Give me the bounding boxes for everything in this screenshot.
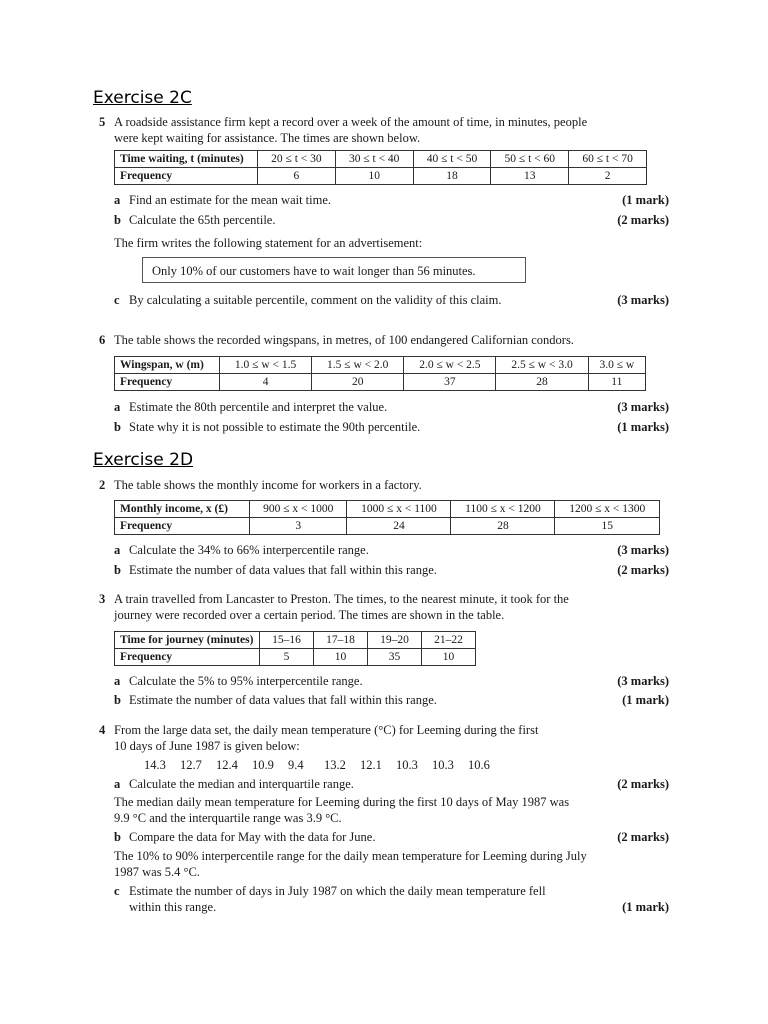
q3-table-class: 15–16	[260, 632, 314, 649]
q6-table-frequency: 28	[496, 374, 588, 391]
q6-table-class-row	[115, 357, 646, 374]
q4-data-value: 10.3	[396, 758, 418, 772]
q2-frequency-table	[114, 500, 660, 535]
q5-table-frequency: 18	[413, 168, 491, 185]
q6-part-b-text: State why it is not possible to estimate the 90th percentile.	[129, 420, 421, 434]
q5-intro-line-2: were kept waiting for assistance. The times are shown below.	[114, 131, 421, 145]
q6-part-b-marks: (1 marks)	[617, 420, 669, 434]
q4-may-line-1: The median daily mean temperature for Leeming during the first 10 days of May 1987 was	[114, 795, 570, 809]
q4-july-line-1: The 10% to 90% interpercentile range for the daily mean temperature for Leeming during July	[114, 849, 587, 863]
q4-part-c-marks: (1 mark)	[622, 900, 669, 914]
q6-table-frequency: 11	[588, 374, 645, 391]
q6-table-frequency: 4	[220, 374, 312, 391]
q3-part-b-marks: (1 mark)	[622, 693, 669, 707]
q4-part-c-text-line-1: Estimate the number of days in July 1987 on which the daily mean temperature fell	[129, 884, 546, 898]
q5-table-class: 50 ≤ t < 60	[491, 151, 569, 168]
q4-part-b-text: Compare the data for May with the data for June.	[129, 830, 376, 844]
q6-table-class: 3.0 ≤ w	[588, 357, 645, 374]
q3-part-a-marks: (3 marks)	[617, 674, 669, 688]
q3-table-frequency-row	[115, 649, 476, 666]
q4-data-value: 13.2	[324, 758, 346, 772]
q4-part-c-text-line-2: within this range.	[129, 900, 217, 914]
q5-table-class: 30 ≤ t < 40	[335, 151, 413, 168]
q4-data-value: 10.3	[432, 758, 454, 772]
q4-may-line-2: 9.9 °C and the interquartile range was 3.9 °C.	[114, 811, 342, 825]
q5-part-a-text: Find an estimate for the mean wait time.	[129, 193, 332, 207]
q5-part-b-text: Calculate the 65th percentile.	[129, 213, 276, 227]
q2-table-class: 900 ≤ x < 1000	[250, 501, 347, 518]
q6-table-header-wingspan: Wingspan, w (m)	[115, 357, 220, 374]
q4-data-value: 10.9	[252, 758, 274, 772]
question-number-4: 4	[99, 723, 106, 737]
q5-table-header-time: Time waiting, t (minutes)	[115, 151, 258, 168]
question-number-5: 5	[99, 115, 106, 129]
q2-table-frequency: 24	[347, 518, 451, 535]
q6-part-a-marks: (3 marks)	[617, 400, 669, 414]
q4-data-value: 10.6	[468, 758, 490, 772]
q2-part-a-text: Calculate the 34% to 66% interpercentile range.	[129, 543, 369, 557]
q3-part-a-text: Calculate the 5% to 95% interpercentile range.	[129, 674, 363, 688]
q2-intro-line: The table shows the monthly income for workers in a factory.	[114, 478, 422, 492]
q3-table-class: 17–18	[314, 632, 368, 649]
q2-part-a-marks: (3 marks)	[617, 543, 669, 557]
q5-part-a-marks: (1 mark)	[622, 193, 669, 207]
q2-part-b-label: b	[114, 563, 121, 577]
question-number-6: 6	[99, 333, 106, 347]
q5-table-frequency: 6	[258, 168, 336, 185]
q4-data-value: 12.4	[216, 758, 238, 772]
q2-table-header-frequency: Frequency	[115, 518, 250, 535]
q2-part-a-label: a	[114, 543, 121, 557]
q4-part-b-marks: (2 marks)	[617, 830, 669, 844]
q6-table-frequency-row	[115, 374, 646, 391]
q3-table-frequency: 35	[368, 649, 422, 666]
q4-part-a-marks: (2 marks)	[617, 777, 669, 791]
q4-part-c-label: c	[114, 884, 120, 898]
q4-intro-line-1: From the large data set, the daily mean temperature (°C) for Leeming during the first	[114, 723, 539, 737]
q3-part-b-text: Estimate the number of data values that fall within this range.	[129, 693, 437, 707]
q2-table-frequency: 28	[451, 518, 555, 535]
q6-frequency-table	[114, 356, 646, 391]
q6-table-frequency: 37	[404, 374, 496, 391]
q3-part-a-label: a	[114, 674, 121, 688]
q5-part-b-marks: (2 marks)	[617, 213, 669, 227]
q2-table-frequency: 15	[555, 518, 660, 535]
q6-table-class: 2.0 ≤ w < 2.5	[404, 357, 496, 374]
q4-data-value: 12.1	[360, 758, 382, 772]
q3-table-header-frequency: Frequency	[115, 649, 260, 666]
q3-frequency-table	[114, 631, 476, 666]
q2-table-class: 1200 ≤ x < 1300	[555, 501, 660, 518]
q4-intro-line-2: 10 days of June 1987 is given below:	[114, 739, 300, 753]
q5-claim-box: Only 10% of our customers have to wait longer than 56 minutes.	[142, 257, 526, 283]
q6-part-a-text: Estimate the 80th percentile and interpret the value.	[129, 400, 388, 414]
exercise-2c-heading: Exercise 2C	[93, 88, 192, 108]
q5-intro-line-1: A roadside assistance firm kept a record over a week of the amount of time, in minutes, people	[114, 115, 588, 129]
q6-part-b-label: b	[114, 420, 121, 434]
q3-table-class: 19–20	[368, 632, 422, 649]
q5-table-header-frequency: Frequency	[115, 168, 258, 185]
q4-part-a-text: Calculate the median and interquartile range.	[129, 777, 354, 791]
q6-table-class: 1.0 ≤ w < 1.5	[220, 357, 312, 374]
q5-table-frequency: 10	[335, 168, 413, 185]
q6-table-header-frequency: Frequency	[115, 374, 220, 391]
q6-table-frequency: 20	[312, 374, 404, 391]
q5-frequency-table	[114, 150, 647, 185]
q2-part-b-text: Estimate the number of data values that fall within this range.	[129, 563, 437, 577]
q3-table-frequency: 10	[314, 649, 368, 666]
exercise-2d-heading: Exercise 2D	[93, 450, 194, 470]
q4-july-line-2: 1987 was 5.4 °C.	[114, 865, 200, 879]
q4-data-value: 12.7	[180, 758, 202, 772]
q5-table-frequency: 2	[569, 168, 647, 185]
q5-table-class: 60 ≤ t < 70	[569, 151, 647, 168]
q3-part-b-label: b	[114, 693, 121, 707]
q3-table-class-row	[115, 632, 476, 649]
q6-part-a-label: a	[114, 400, 121, 414]
q2-table-class: 1000 ≤ x < 1100	[347, 501, 451, 518]
q4-part-a-label: a	[114, 777, 121, 791]
q3-table-header-time: Time for journey (minutes)	[115, 632, 260, 649]
q6-table-class: 1.5 ≤ w < 2.0	[312, 357, 404, 374]
q4-temperature-data	[144, 757, 504, 773]
q5-part-b-label: b	[114, 213, 121, 227]
q3-intro-line-2: journey were recorded over a certain period. The times are shown in the table.	[114, 608, 505, 622]
question-number-2: 2	[99, 478, 106, 492]
q5-table-frequency-row	[115, 168, 647, 185]
q2-part-b-marks: (2 marks)	[617, 563, 669, 577]
q4-data-value: 9.4	[288, 758, 304, 772]
q3-table-class: 21–22	[422, 632, 476, 649]
q2-table-class: 1100 ≤ x < 1200	[451, 501, 555, 518]
q4-part-b-label: b	[114, 830, 121, 844]
question-number-3: 3	[99, 592, 106, 606]
q5-table-frequency: 13	[491, 168, 569, 185]
q5-table-class: 20 ≤ t < 30	[258, 151, 336, 168]
q5-part-c-marks: (3 marks)	[617, 293, 669, 307]
q5-part-a-label: a	[114, 193, 121, 207]
q2-table-frequency: 3	[250, 518, 347, 535]
q2-table-frequency-row	[115, 518, 660, 535]
q5-table-class: 40 ≤ t < 50	[413, 151, 491, 168]
q5-part-c-label: c	[114, 293, 120, 307]
q5-statement-text: The firm writes the following statement for an advertisement:	[114, 236, 423, 250]
q4-data-value: 14.3	[144, 758, 166, 772]
q6-table-class: 2.5 ≤ w < 3.0	[496, 357, 588, 374]
q2-table-header-income: Monthly income, x (£)	[115, 501, 250, 518]
q5-table-class-row	[115, 151, 647, 168]
q3-table-frequency: 5	[260, 649, 314, 666]
q3-table-frequency: 10	[422, 649, 476, 666]
q2-table-class-row	[115, 501, 660, 518]
q3-intro-line-1: A train travelled from Lancaster to Preston. The times, to the nearest minute, it took for the	[114, 592, 569, 606]
q6-intro-line: The table shows the recorded wingspans, in metres, of 100 endangered Californian condors.	[114, 333, 574, 347]
q5-part-c-text: By calculating a suitable percentile, comment on the validity of this claim.	[129, 293, 502, 307]
